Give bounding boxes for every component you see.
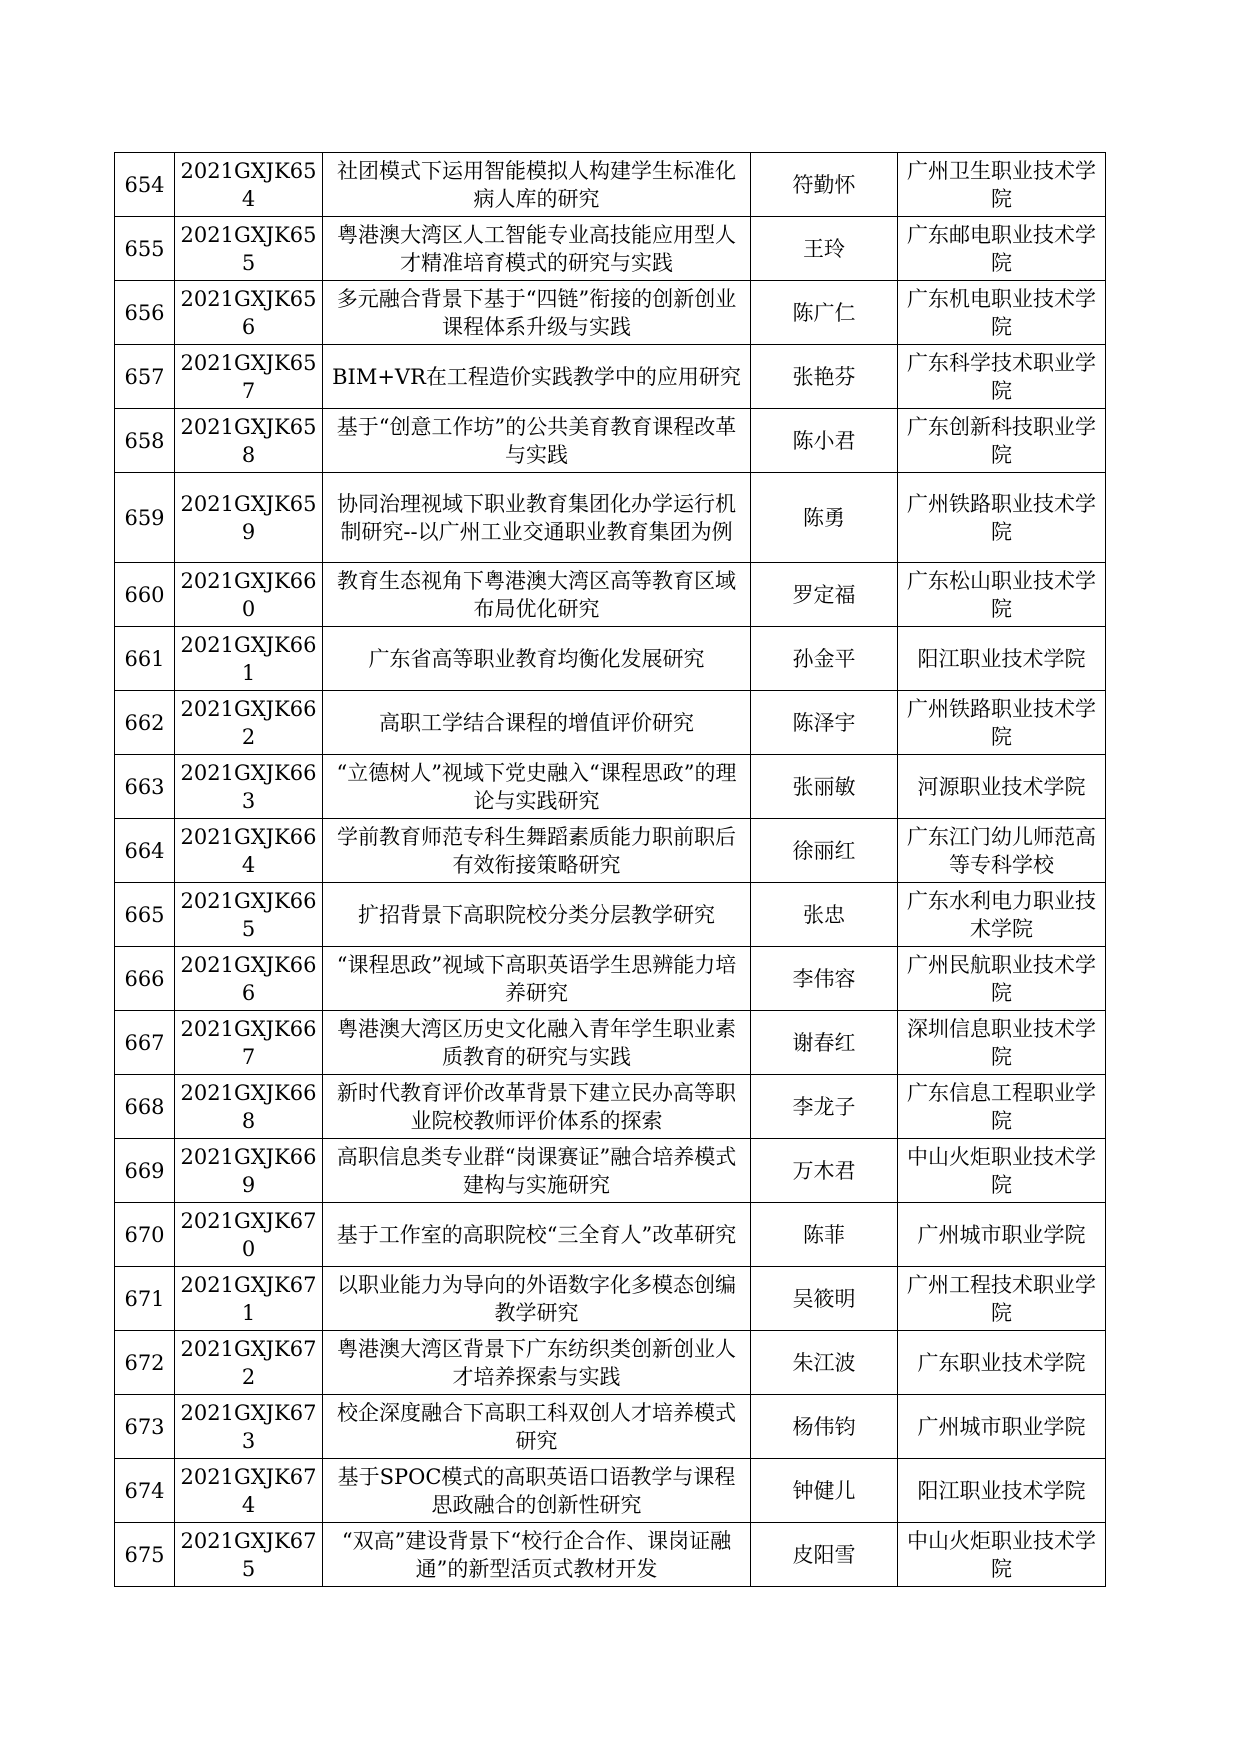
project-code: 2021GXJK654: [175, 153, 323, 217]
project-code: 2021GXJK656: [175, 281, 323, 345]
project-title: 粤港澳大湾区历史文化融入青年学生职业素质教育的研究与实践: [323, 1011, 751, 1075]
row-number: 657: [115, 345, 175, 409]
table-row: [115, 1523, 1106, 1587]
project-code: 2021GXJK665: [175, 883, 323, 947]
table-row: [115, 947, 1106, 1011]
table-row: [115, 1459, 1106, 1523]
institution: 阳江职业技术学院: [898, 627, 1106, 691]
project-code: 2021GXJK657: [175, 345, 323, 409]
institution: 中山火炬职业技术学院: [898, 1523, 1106, 1587]
row-number: 672: [115, 1331, 175, 1395]
project-code: 2021GXJK662: [175, 691, 323, 755]
project-title: 多元融合背景下基于“四链”衔接的创新创业课程体系升级与实践: [323, 281, 751, 345]
row-number: 656: [115, 281, 175, 345]
project-code: 2021GXJK659: [175, 473, 323, 563]
institution: 广东科学技术职业学院: [898, 345, 1106, 409]
row-number: 674: [115, 1459, 175, 1523]
project-leader: 罗定福: [751, 563, 898, 627]
table-row: [115, 345, 1106, 409]
institution: 广东创新科技职业学院: [898, 409, 1106, 473]
project-title: “课程思政”视域下高职英语学生思辨能力培养研究: [323, 947, 751, 1011]
project-title: 粤港澳大湾区背景下广东纺织类创新创业人才培养探索与实践: [323, 1331, 751, 1395]
project-code: 2021GXJK660: [175, 563, 323, 627]
table-row: [115, 281, 1106, 345]
row-number: 663: [115, 755, 175, 819]
project-title: 基于工作室的高职院校“三全育人”改革研究: [323, 1203, 751, 1267]
institution: 广东水利电力职业技术学院: [898, 883, 1106, 947]
table-row: [115, 409, 1106, 473]
project-leader: 符勤怀: [751, 153, 898, 217]
project-table: [114, 152, 1106, 1587]
project-code: 2021GXJK669: [175, 1139, 323, 1203]
row-number: 661: [115, 627, 175, 691]
project-leader: 杨伟钧: [751, 1395, 898, 1459]
project-leader: 钟健儿: [751, 1459, 898, 1523]
institution: 广州铁路职业技术学院: [898, 691, 1106, 755]
project-leader: 陈广仁: [751, 281, 898, 345]
institution: 深圳信息职业技术学院: [898, 1011, 1106, 1075]
table-row: [115, 691, 1106, 755]
project-leader: 陈小君: [751, 409, 898, 473]
row-number: 655: [115, 217, 175, 281]
row-number: 659: [115, 473, 175, 563]
project-code: 2021GXJK655: [175, 217, 323, 281]
project-leader: 徐丽红: [751, 819, 898, 883]
project-code: 2021GXJK668: [175, 1075, 323, 1139]
project-title: 社团模式下运用智能模拟人构建学生标准化病人库的研究: [323, 153, 751, 217]
table-row: [115, 1011, 1106, 1075]
row-number: 664: [115, 819, 175, 883]
project-code: 2021GXJK666: [175, 947, 323, 1011]
project-leader: 王玲: [751, 217, 898, 281]
institution: 广东江门幼儿师范高等专科学校: [898, 819, 1106, 883]
project-leader: 陈菲: [751, 1203, 898, 1267]
row-number: 675: [115, 1523, 175, 1587]
institution: 广东机电职业技术学院: [898, 281, 1106, 345]
project-code: 2021GXJK664: [175, 819, 323, 883]
row-number: 671: [115, 1267, 175, 1331]
project-leader: 朱江波: [751, 1331, 898, 1395]
table-row: [115, 1267, 1106, 1331]
institution: 广州民航职业技术学院: [898, 947, 1106, 1011]
project-title: 粤港澳大湾区人工智能专业高技能应用型人才精准培育模式的研究与实践: [323, 217, 751, 281]
project-code: 2021GXJK674: [175, 1459, 323, 1523]
project-leader: 李龙子: [751, 1075, 898, 1139]
row-number: 662: [115, 691, 175, 755]
institution: 阳江职业技术学院: [898, 1459, 1106, 1523]
project-title: 教育生态视角下粤港澳大湾区高等教育区域布局优化研究: [323, 563, 751, 627]
institution: 广东职业技术学院: [898, 1331, 1106, 1395]
table-row: [115, 755, 1106, 819]
project-code: 2021GXJK675: [175, 1523, 323, 1587]
row-number: 654: [115, 153, 175, 217]
project-code: 2021GXJK663: [175, 755, 323, 819]
project-leader: 皮阳雪: [751, 1523, 898, 1587]
institution: 广东信息工程职业学院: [898, 1075, 1106, 1139]
project-leader: 张忠: [751, 883, 898, 947]
row-number: 673: [115, 1395, 175, 1459]
project-code: 2021GXJK661: [175, 627, 323, 691]
institution: 广州铁路职业技术学院: [898, 473, 1106, 563]
project-leader: 陈勇: [751, 473, 898, 563]
project-leader: 孙金平: [751, 627, 898, 691]
project-code: 2021GXJK667: [175, 1011, 323, 1075]
row-number: 665: [115, 883, 175, 947]
project-title: 学前教育师范专科生舞蹈素质能力职前职后有效衔接策略研究: [323, 819, 751, 883]
table-body: [115, 153, 1106, 1587]
project-leader: 万木君: [751, 1139, 898, 1203]
project-title: 基于SPOC模式的高职英语口语教学与课程思政融合的创新性研究: [323, 1459, 751, 1523]
project-title: 高职工学结合课程的增值评价研究: [323, 691, 751, 755]
table-row: [115, 1203, 1106, 1267]
project-title: BIM+VR在工程造价实践教学中的应用研究: [323, 345, 751, 409]
institution: 广州卫生职业技术学院: [898, 153, 1106, 217]
project-title: “双高”建设背景下“校行企合作、课岗证融通”的新型活页式教材开发: [323, 1523, 751, 1587]
project-leader: 张丽敏: [751, 755, 898, 819]
table-row: [115, 627, 1106, 691]
project-code: 2021GXJK673: [175, 1395, 323, 1459]
project-title: 以职业能力为导向的外语数字化多模态创编教学研究: [323, 1267, 751, 1331]
project-title: “立德树人”视域下党史融入“课程思政”的理论与实践研究: [323, 755, 751, 819]
project-title: 新时代教育评价改革背景下建立民办高等职业院校教师评价体系的探索: [323, 1075, 751, 1139]
project-title: 高职信息类专业群“岗课赛证”融合培养模式建构与实施研究: [323, 1139, 751, 1203]
project-title: 广东省高等职业教育均衡化发展研究: [323, 627, 751, 691]
project-leader: 李伟容: [751, 947, 898, 1011]
institution: 广东松山职业技术学院: [898, 563, 1106, 627]
project-title: 扩招背景下高职院校分类分层教学研究: [323, 883, 751, 947]
table-row: [115, 883, 1106, 947]
project-title: 协同治理视域下职业教育集团化办学运行机制研究--以广州工业交通职业教育集团为例: [323, 473, 751, 563]
project-code: 2021GXJK670: [175, 1203, 323, 1267]
project-leader: 谢春红: [751, 1011, 898, 1075]
table-row: [115, 1139, 1106, 1203]
project-code: 2021GXJK658: [175, 409, 323, 473]
row-number: 670: [115, 1203, 175, 1267]
table-row: [115, 563, 1106, 627]
table-row: [115, 819, 1106, 883]
row-number: 658: [115, 409, 175, 473]
table-row: [115, 1331, 1106, 1395]
table-row: [115, 1075, 1106, 1139]
institution: 广州城市职业学院: [898, 1203, 1106, 1267]
institution: 广州城市职业学院: [898, 1395, 1106, 1459]
table-row: [115, 1395, 1106, 1459]
project-leader: 吴筱明: [751, 1267, 898, 1331]
project-leader: 陈泽宇: [751, 691, 898, 755]
institution: 广东邮电职业技术学院: [898, 217, 1106, 281]
row-number: 669: [115, 1139, 175, 1203]
table-row: [115, 217, 1106, 281]
project-title: 校企深度融合下高职工科双创人才培养模式研究: [323, 1395, 751, 1459]
project-code: 2021GXJK671: [175, 1267, 323, 1331]
table-row: [115, 153, 1106, 217]
table-row: [115, 473, 1106, 563]
institution: 河源职业技术学院: [898, 755, 1106, 819]
project-leader: 张艳芬: [751, 345, 898, 409]
project-code: 2021GXJK672: [175, 1331, 323, 1395]
row-number: 668: [115, 1075, 175, 1139]
row-number: 667: [115, 1011, 175, 1075]
row-number: 666: [115, 947, 175, 1011]
project-title: 基于“创意工作坊”的公共美育教育课程改革与实践: [323, 409, 751, 473]
institution: 中山火炬职业技术学院: [898, 1139, 1106, 1203]
institution: 广州工程技术职业学院: [898, 1267, 1106, 1331]
row-number: 660: [115, 563, 175, 627]
